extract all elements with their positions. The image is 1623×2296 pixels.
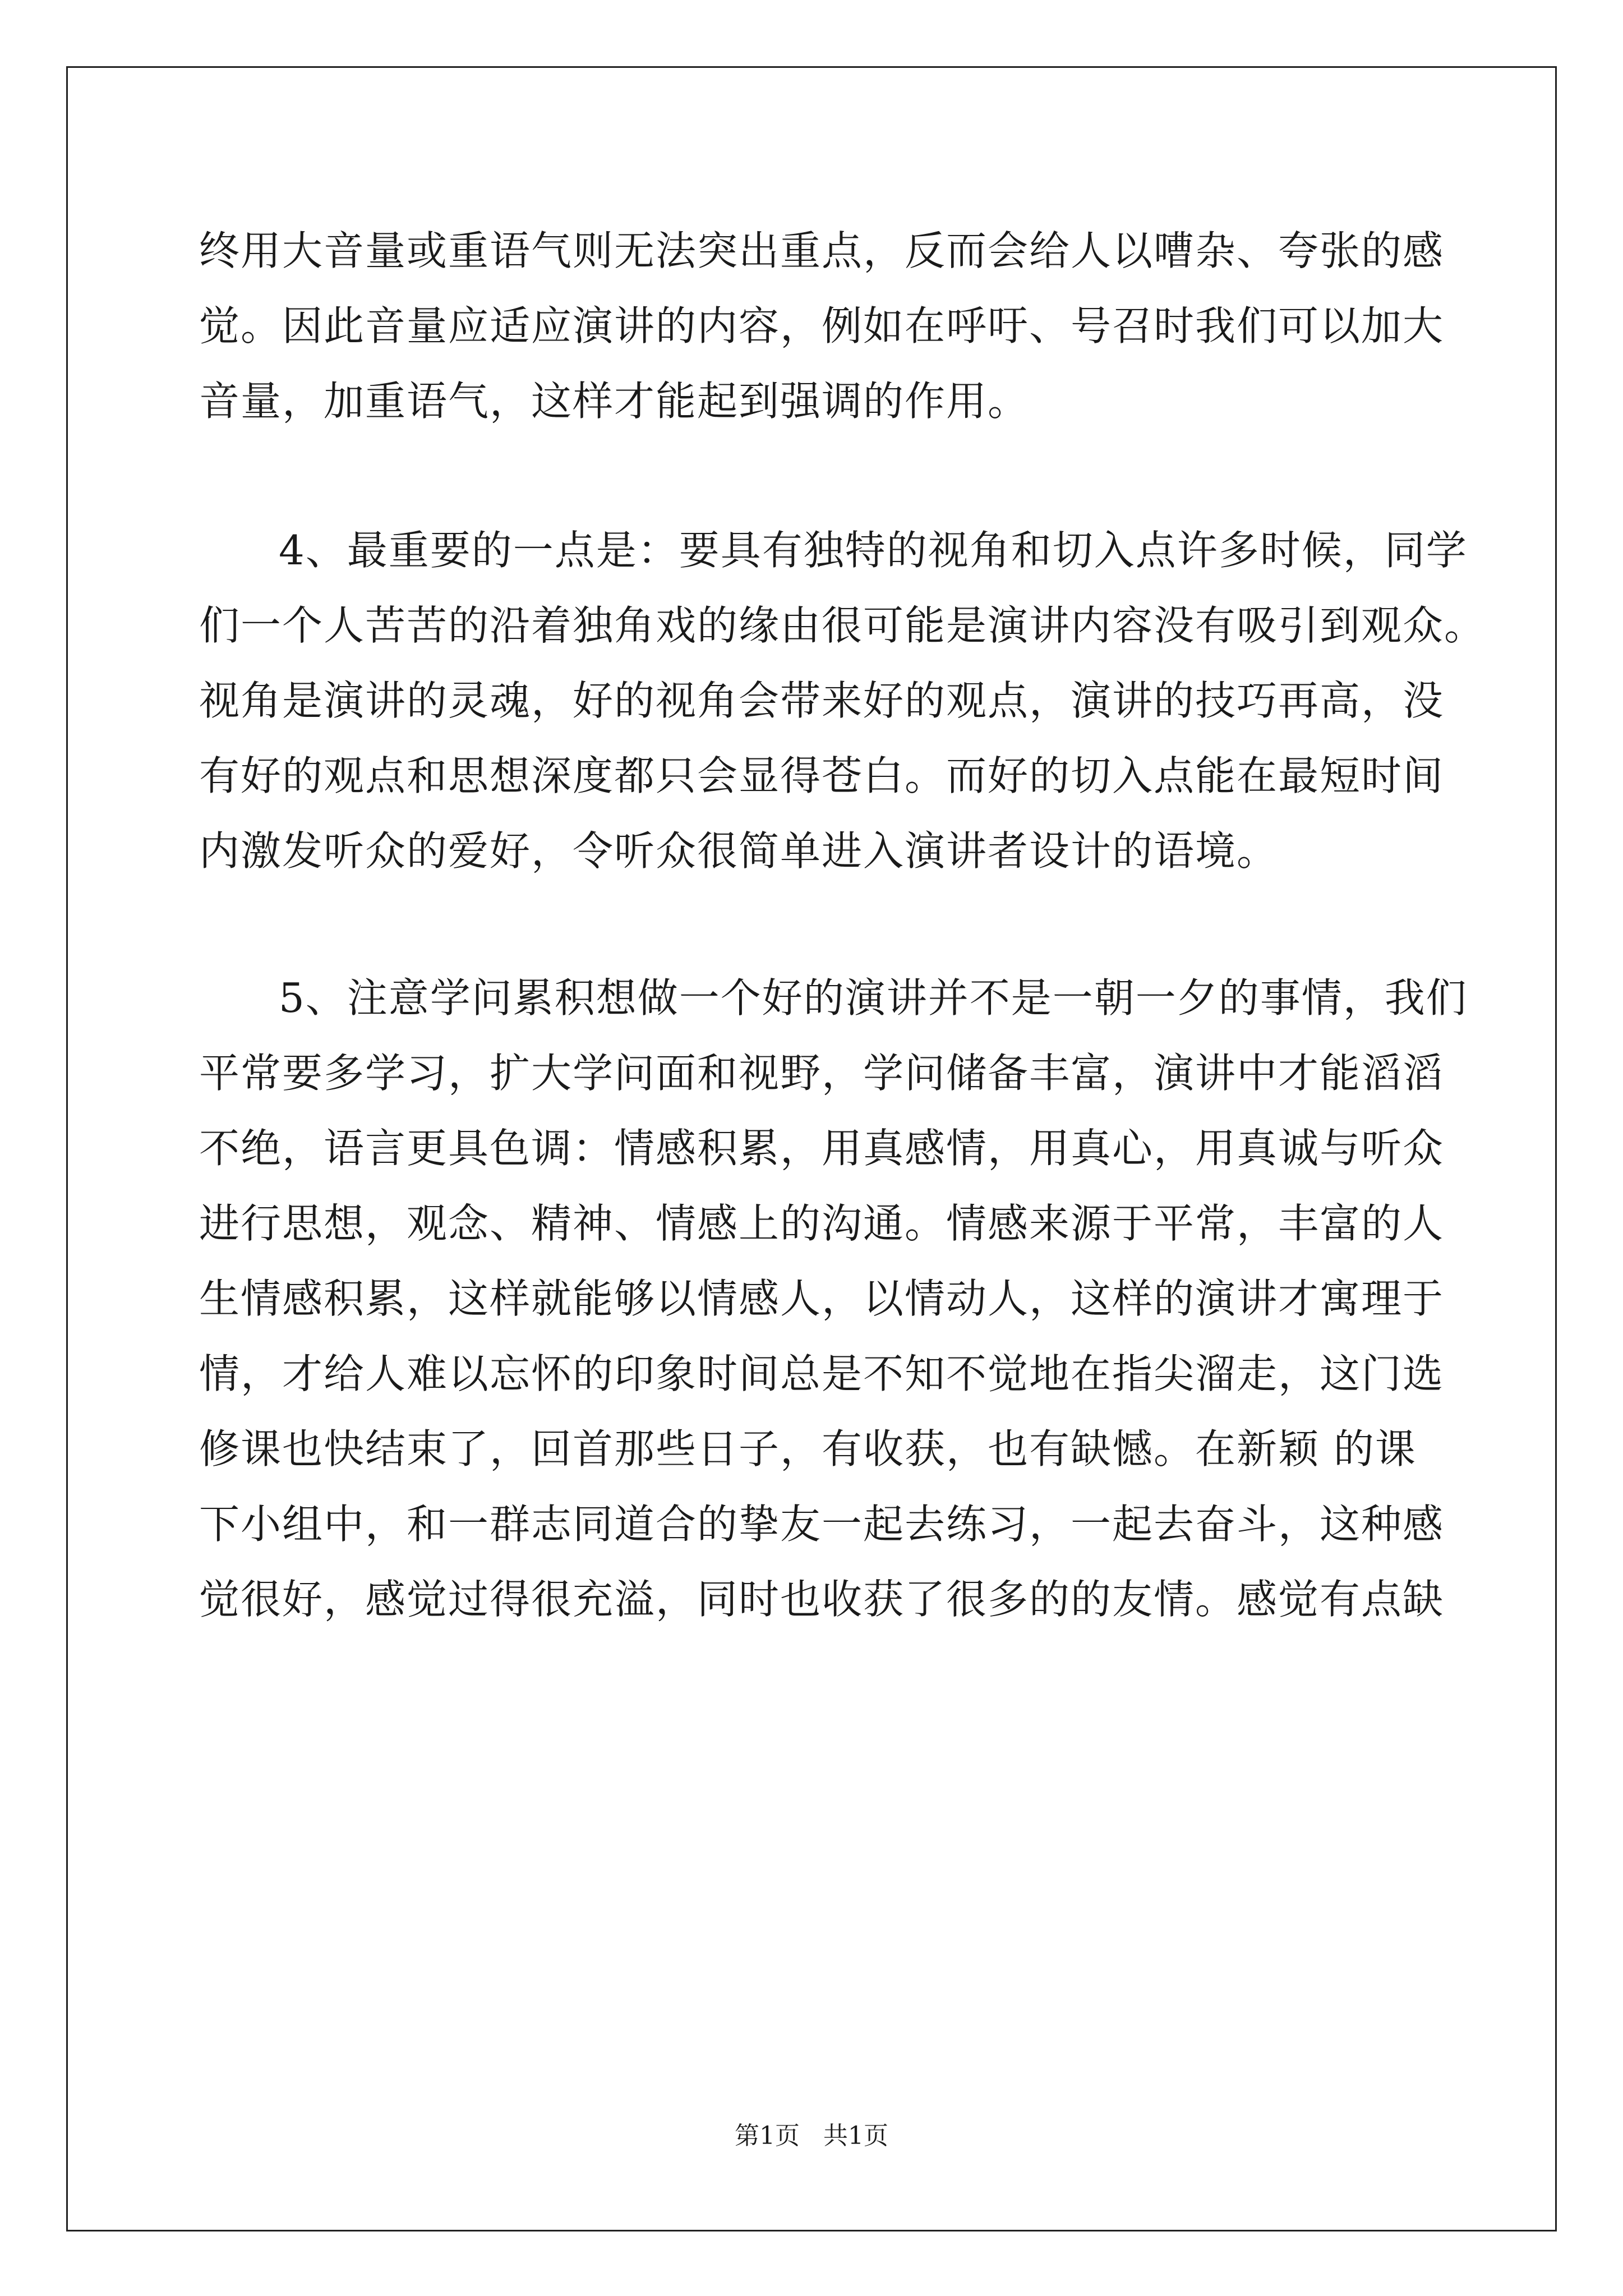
text-line: 有好的观点和思想深度都只会显得苍白。而好的切入点能在最短时间 (199, 752, 1445, 799)
text-line: 音量，加重语气，这样才能起到强调的作用。 (199, 378, 1030, 425)
text-line: 视角是演讲的灵魂，好的视角会带来好的观点，演讲的技巧再高，没 (199, 677, 1445, 724)
text-line: 进行思想，观念、精神、情感上的沟通。情感来源于平常，丰富的人 (199, 1200, 1445, 1247)
paragraph-start-line: 4、最重要的一点是：要具有独特的视角和切入点许多时候，同学 (279, 527, 1468, 574)
text-line: 下小组中，和一群志同道合的挚友一起去练习，一起去奋斗，这种感 (199, 1501, 1445, 1548)
text-line: 内激发听众的爱好，令听众很简单进入演讲者设计的语境。 (199, 827, 1279, 875)
text-line: 觉。因此音量应适应演讲的内容，例如在呼吁、号召时我们可以加大 (199, 302, 1445, 349)
text-line: 终用大音量或重语气则无法突出重点，反而会给人以嘈杂、夸张的感 (199, 227, 1445, 274)
text-line: 平常要多学习，扩大学问面和视野，学问储备丰富，演讲中才能滔滔 (199, 1050, 1445, 1097)
text-line: 们一个人苦苦的沿着独角戏的缘由很可能是演讲内容没有吸引到观众。 (199, 602, 1486, 649)
text-line: 觉很好，感觉过得很充溢，同时也收获了很多的的友情。感觉有点缺 (199, 1576, 1445, 1623)
page-number-footer: 第1页 共1页 (735, 2122, 888, 2150)
text-line: 情，才给人难以忘怀的印象时间总是不知不觉地在指尖溜走，这门选 (199, 1350, 1445, 1397)
text-line: 不绝，语言更具色调：情感积累，用真感情，用真心，用真诚与听众 (199, 1125, 1445, 1172)
text-line: 修课也快结束了，回首那些日子，有收获，也有缺憾。在新颖 的课 (199, 1425, 1417, 1473)
paragraph-start-line: 5、注意学问累积想做一个好的演讲并不是一朝一夕的事情，我们 (279, 974, 1468, 1022)
text-line: 生情感积累，这样就能够以情感人，以情动人，这样的演讲才寓理于 (199, 1275, 1445, 1322)
